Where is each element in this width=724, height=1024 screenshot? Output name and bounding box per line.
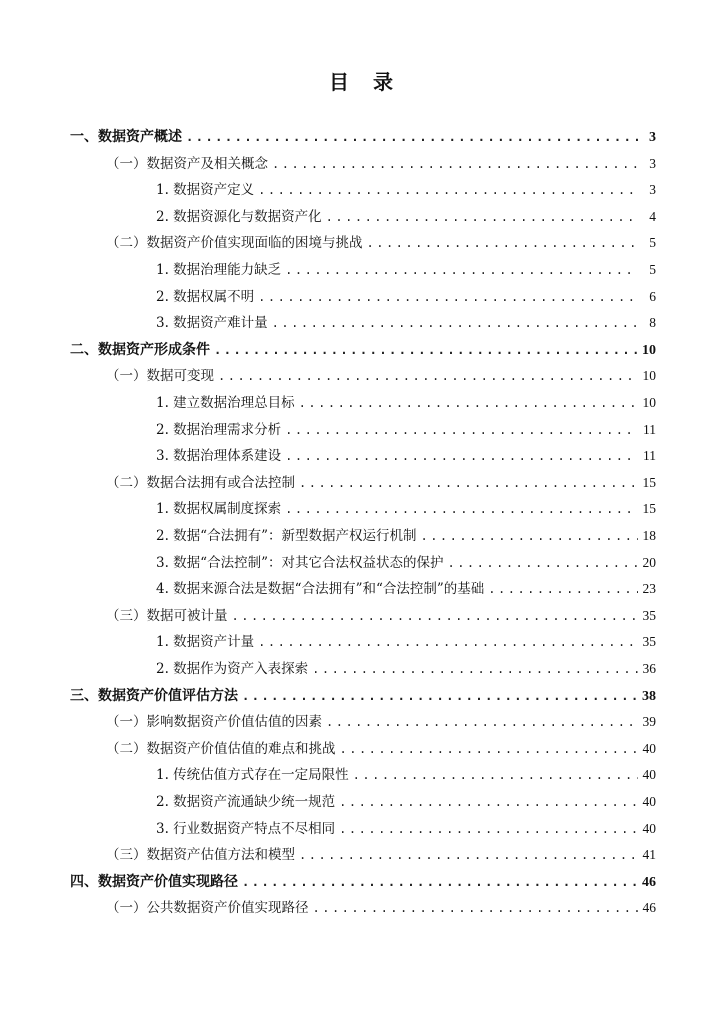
toc-entry-page-number: 6 [649,288,656,304]
toc-entry-level-1[interactable] [70,683,656,709]
toc-entry-level-2[interactable] [106,709,656,735]
toc-entry-label: 一、数据资产概述 [70,129,182,145]
toc-entry-label: 1. 数据治理能力缺乏 [156,262,282,278]
toc-entry-label: 2. 数据权属不明 [156,288,255,305]
toc-entry-label: 2. 数据“合法拥有”：新型数据产权运行机制 [156,528,417,544]
toc-entry-label: （二）数据合法拥有或合法控制 [106,474,295,491]
toc-entry-page-number: 40 [642,767,656,783]
toc-leader-dots [299,470,638,496]
toc-entry-level-2[interactable] [106,895,656,921]
toc-entry-page-number: 36 [642,661,656,676]
toc-entry-level-3[interactable] [156,816,656,842]
toc-leader-dots [313,895,639,921]
toc-entry-label: 1. 建立数据治理总目标 [156,395,295,411]
toc-entry-page-number: 3 [649,130,656,145]
toc-entry-page-number: 40 [642,820,656,836]
toc-leader-dots [272,151,638,177]
toc-entry-level-3[interactable] [156,443,656,469]
toc-entry-level-3[interactable] [156,550,656,576]
toc-entry-label: （一）数据资产及相关概念 [106,155,268,172]
toc-entry-level-3[interactable] [156,257,656,283]
toc-entry-level-3[interactable] [156,284,656,310]
toc-leader-dots [285,496,638,522]
toc-entry-level-2[interactable] [106,151,656,177]
toc-leader-dots [339,816,638,842]
toc-leader-dots [353,762,638,788]
toc-entry-page-number: 18 [642,528,656,543]
toc-entry-level-3[interactable] [156,576,656,602]
toc-entry-label: 4. 数据来源合法是数据“合法拥有”和“合法控制”的基础 [156,581,485,598]
toc-leader-dots [218,363,638,389]
toc-entry-level-2[interactable] [106,603,656,629]
toc-entry-label: 三、数据资产价值评估方法 [70,687,238,704]
toc-leader-dots [258,629,638,655]
toc-entry-label: 3. 数据“合法控制”：对其它合法权益状态的保护 [156,554,444,571]
toc-entry-label: 2. 数据资产流通缺少统一规范 [156,794,336,810]
toc-entry-label: 1. 数据权属制度探索 [156,501,282,518]
toc-entry-page-number: 4 [649,208,656,224]
toc-entry-page-number: 40 [642,740,656,756]
toc-entry-page-number: 11 [643,448,656,464]
toc-entry-label: 二、数据资产形成条件 [70,341,210,358]
toc-entry-page-number: 20 [642,554,656,570]
toc-entry-page-number: 40 [642,794,656,809]
toc-leader-dots [258,177,638,203]
toc-leader-dots [326,709,638,735]
toc-entry-page-number: 10 [642,395,656,410]
toc-entry-label: 1. 数据资产计量 [156,634,255,651]
toc-entry-label: （二）数据资产价值估值的难点和挑战 [106,740,336,757]
toc-entry-label: 3. 行业数据资产特点不尽相同 [156,820,336,837]
toc-entry-label: 3. 数据治理体系建设 [156,448,282,465]
toc-entry-page-number: 39 [642,714,656,730]
toc-entry-level-2[interactable] [106,230,656,256]
toc-entry-label: 2. 数据治理需求分析 [156,421,282,438]
toc-leader-dots [242,683,638,709]
toc-leader-dots [186,124,638,150]
toc-leader-dots [272,310,638,336]
toc-entry-page-number: 10 [642,368,656,384]
toc-entry-page-number: 46 [642,900,656,916]
toc-entry-page-number: 3 [649,182,656,198]
toc-entry-page-number: 8 [649,315,656,331]
toc-entry-label: 1. 传统估值方式存在一定局限性 [156,767,349,784]
toc-entry-page-number: 5 [649,262,656,277]
toc-leader-dots [285,443,638,469]
toc-leader-dots [242,869,638,895]
toc-leader-dots [488,576,638,602]
toc-leader-dots [285,417,638,443]
toc-leader-dots [367,230,639,256]
toc-entry-level-3[interactable] [156,310,656,336]
toc-entry-label: 2. 数据作为资产入表探索 [156,661,309,677]
toc-leader-dots [258,284,638,310]
toc-leader-dots [312,656,638,682]
toc-entry-page-number: 11 [643,421,656,437]
toc-leader-dots [447,550,638,576]
toc-entry-label: （三）数据可被计量 [106,607,228,624]
toc-entry-level-3[interactable] [156,390,656,416]
toc-entry-label: （一）影响数据资产价值估值的因素 [106,714,322,731]
toc-entry-level-2[interactable] [106,842,656,868]
toc-entry-label: 3. 数据资产难计量 [156,315,268,332]
toc-entry-level-3[interactable] [156,656,656,682]
toc-entry-label: 四、数据资产价值实现路径 [70,873,238,890]
toc-entry-label: （一）数据可变现 [106,368,214,385]
toc-entry-level-3[interactable] [156,417,656,443]
toc-entry-label: 1. 数据资产定义 [156,182,255,199]
toc-leader-dots [299,842,638,868]
toc-leader-dots [285,257,638,283]
toc-entry-page-number: 10 [642,342,656,358]
toc-entry-level-2[interactable] [106,363,656,389]
toc-entry-page-number: 15 [642,501,656,517]
toc-entry-page-number: 15 [642,474,656,490]
toc-entry-level-3[interactable] [156,204,656,230]
toc-entry-page-number: 3 [649,155,656,171]
toc-leader-dots [326,204,638,230]
toc-entry-label: （一）公共数据资产价值实现路径 [106,900,309,917]
toc-leader-dots [420,523,638,549]
toc-entry-level-3[interactable] [156,496,656,522]
toc-entry-page-number: 35 [642,634,656,650]
toc-entry-page-number: 5 [649,235,656,251]
toc-entry-level-3[interactable] [156,789,656,815]
toc-entry-level-3[interactable] [156,762,656,788]
toc-entry-level-1[interactable] [70,124,656,150]
toc-entry-level-2[interactable] [106,736,656,762]
toc-entry-page-number: 38 [642,688,656,704]
toc-entry-level-1[interactable] [70,869,656,895]
toc-entry-label: （二）数据资产价值实现面临的困境与挑战 [106,235,363,252]
toc-leader-dots [339,789,638,815]
toc-entry-page-number: 41 [642,847,656,863]
toc-leader-dots [340,736,639,762]
toc-leader-dots [299,390,638,416]
toc-entry-page-number: 23 [642,581,656,597]
toc-entry-level-1[interactable] [70,337,656,363]
toc-leader-dots [214,337,638,363]
toc-leader-dots [232,603,639,629]
toc-entry-label: 2. 数据资源化与数据资产化 [156,208,322,225]
toc-entry-level-3[interactable] [156,629,656,655]
toc-entry-level-3[interactable] [156,177,656,203]
toc-entry-level-3[interactable] [156,523,656,549]
page-title: 目 录 [329,70,395,94]
toc-entry-level-2[interactable] [106,470,656,496]
toc-entry-page-number: 46 [642,874,656,890]
toc-entry-page-number: 35 [642,607,656,623]
toc-entry-label: （三）数据资产估值方法和模型 [106,847,295,864]
